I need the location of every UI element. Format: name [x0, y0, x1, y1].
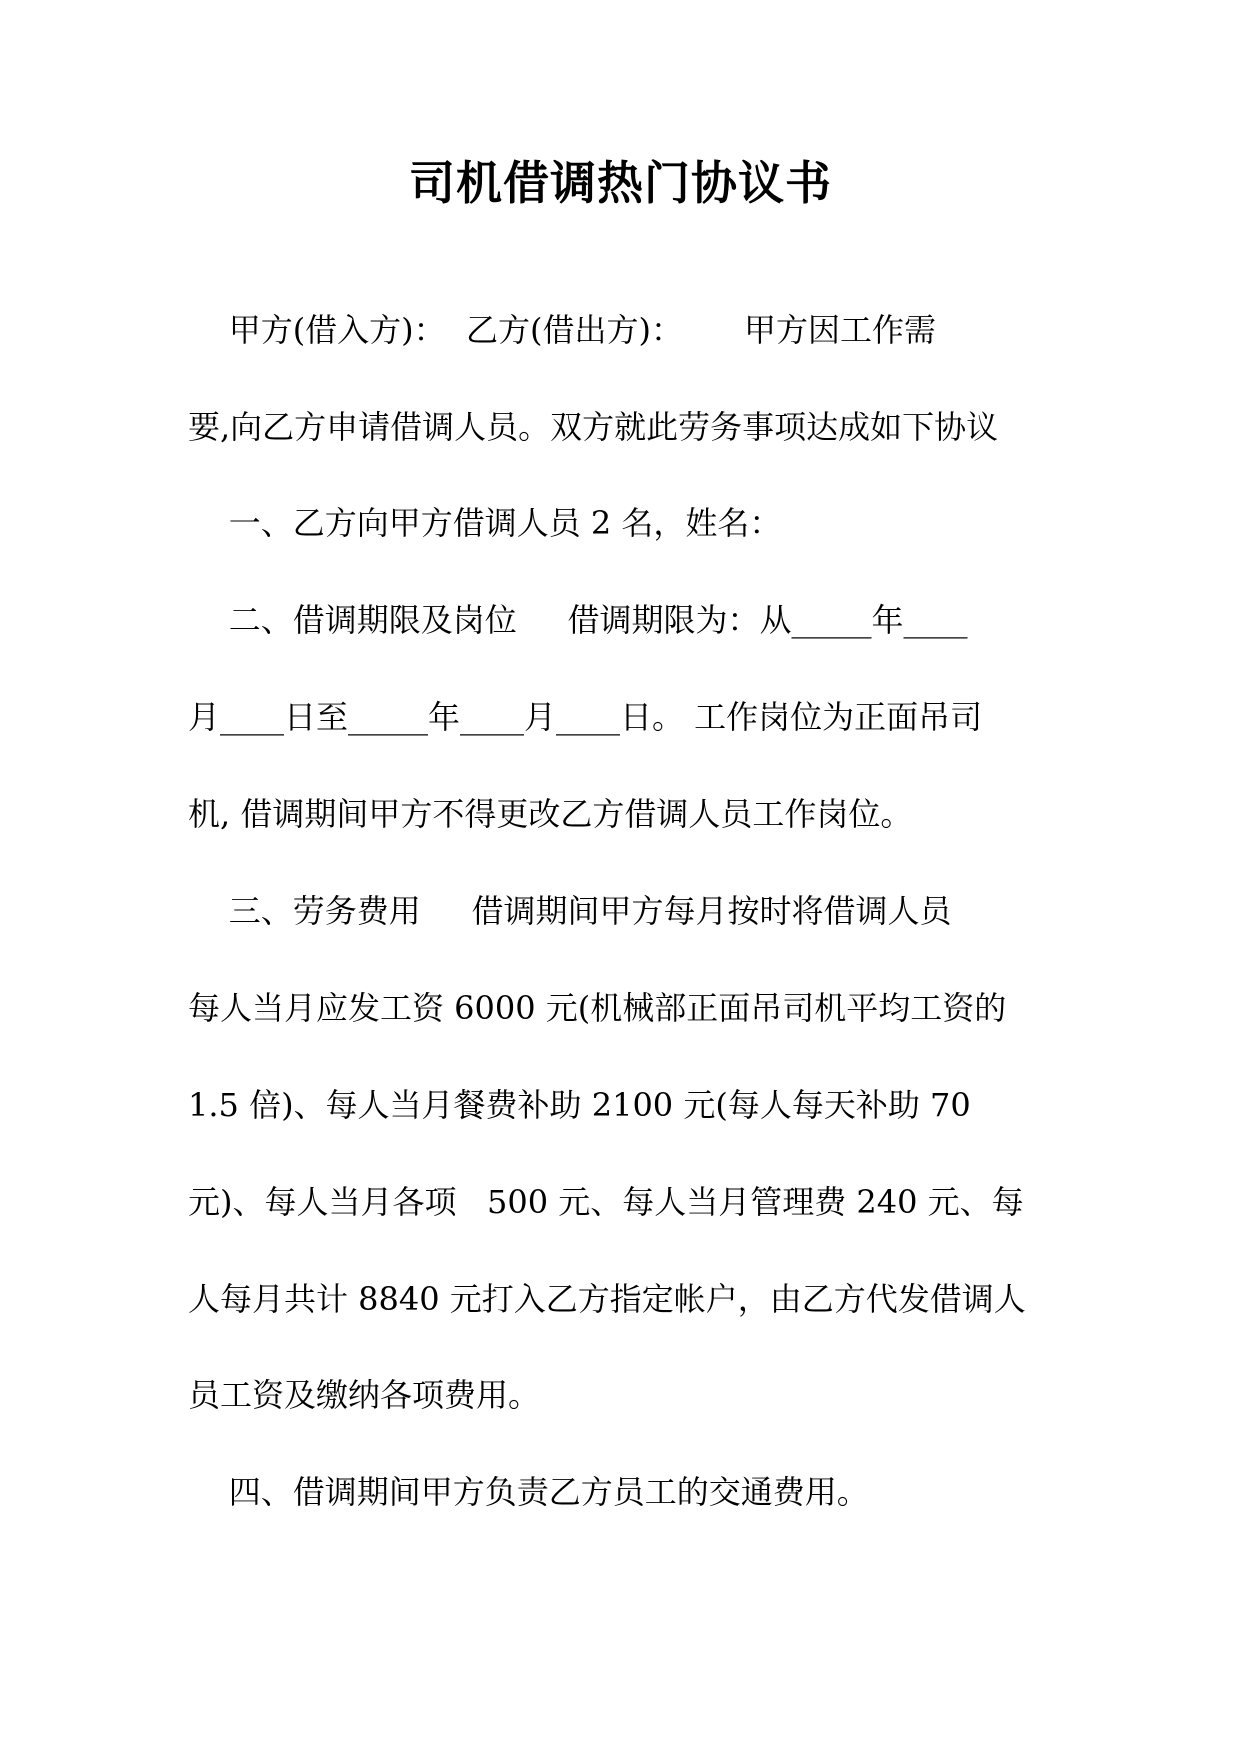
paragraph-line: 元)、每人当月各项 500 元、每人当月管理费 240 元、每 — [188, 1183, 1024, 1221]
paragraph-line: 机, 借调期间甲方不得更改乙方借调人员工作岗位。 — [188, 795, 913, 833]
paragraph-line: 要,向乙方申请借调人员。双方就此劳务事项达成如下协议 — [188, 408, 999, 446]
paragraph-line: 员工资及缴纳各项费用。 — [188, 1376, 541, 1414]
paragraph-line: 人每月共计 8840 元打入乙方指定帐户，由乙方代发借调人 — [188, 1280, 1026, 1318]
paragraph-line: 三、劳务费用 借调期间甲方每月按时将借调人员 — [188, 892, 952, 930]
paragraph-line: 二、借调期限及岗位 借调期限为：从_____年____ — [188, 601, 968, 639]
paragraph-line: 四、借调期间甲方负责乙方员工的交通费用。 — [188, 1473, 869, 1511]
paragraph-line: 月____日至_____年____月____日。 工作岗位为正面吊司 — [188, 698, 983, 736]
paragraph-line: 每人当月应发工资 6000 元(机械部正面吊司机平均工资的 — [188, 989, 1007, 1027]
paragraph-line: 一、乙方向甲方借调人员 2 名，姓名： — [188, 504, 782, 542]
paragraph-line: 1.5 倍)、每人当月餐费补助 2100 元(每人每天补助 70 — [188, 1086, 971, 1124]
document-title: 司机借调热门协议书 — [409, 156, 832, 210]
paragraph-line: 甲方(借入方)： 乙方(借出方)： 甲方因工作需 — [188, 311, 937, 349]
